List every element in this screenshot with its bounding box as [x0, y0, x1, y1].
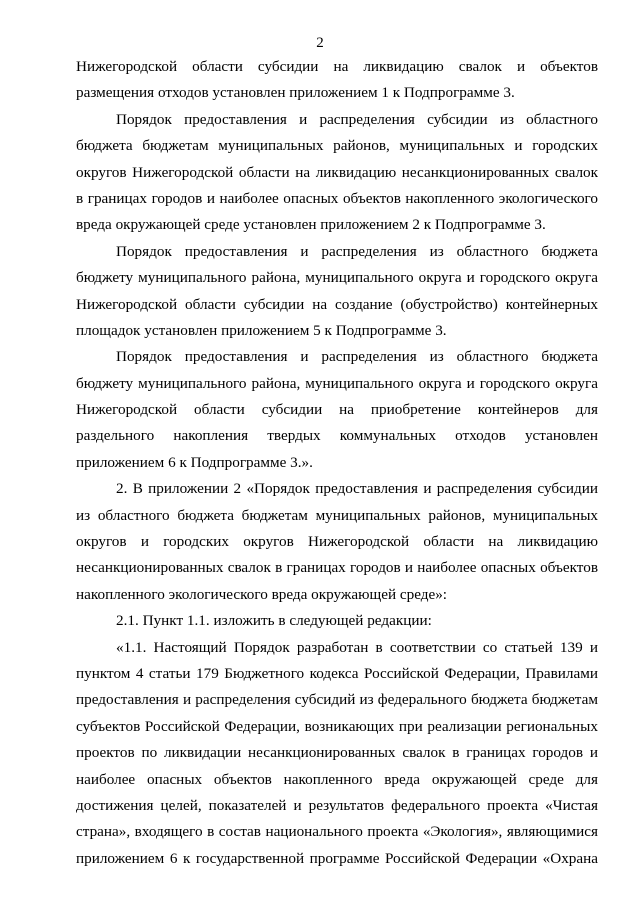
text-line: накопленного экологического вреда окружающей среде»:: [76, 585, 448, 603]
text-line: Нижегородской области субсидии на ликвидацию свалок и объектов: [76, 58, 598, 75]
paragraph: [76, 608, 598, 634]
text-line: 2. В приложении 2 «Порядок предоставления и распределения субсидии: [116, 480, 598, 498]
text-line: бюджету муниципального района, муниципального округа и городского округа: [76, 269, 598, 287]
text-line: достижения целей, показателей и результатов федерального проекта «Чистая: [76, 796, 598, 814]
text-line: раздельного накопления твердых коммунальных отходов установлен: [76, 427, 598, 445]
text-line: субъектов Российской Федерации, возникающих при реализации региональных: [76, 717, 598, 735]
text-line: Нижегородской области субсидии на приобретение контейнеров для: [76, 401, 598, 419]
page-number: 2: [316, 35, 324, 51]
paragraph: [76, 476, 598, 608]
text-line: Порядок предоставления и распределения из областного бюджета: [116, 348, 598, 366]
text-line: проектов по ликвидации несанкционированных свалок в границах городов и: [76, 744, 598, 762]
document-body: [76, 54, 598, 872]
paragraph: [76, 344, 598, 476]
text-line: «1.1. Настоящий Порядок разработан в соответствии со статьей 139 и: [116, 638, 598, 656]
text-line: Нижегородской области субсидии на создание (обустройство) контейнерных: [76, 295, 598, 313]
text-line: несанкционированных свалок в границах городов и наиболее опасных объектов: [76, 559, 598, 577]
text-line: наиболее опасных объектов накопленного вреда окружающей среде для: [76, 770, 598, 788]
text-line: 2.1. Пункт 1.1. изложить в следующей редакции:: [116, 612, 432, 630]
text-line: предоставления и распределения субсидий из федерального бюджета бюджетам: [76, 691, 598, 709]
paragraph: [76, 239, 598, 345]
paragraph: [76, 635, 598, 873]
text-line: Порядок предоставления и распределения из областного бюджета: [116, 242, 598, 260]
text-line: пунктом 4 статьи 179 Бюджетного кодекса Российской Федерации, Правилами: [76, 664, 598, 682]
text-line: округов и городских округов Нижегородской области на ликвидацию: [76, 533, 598, 551]
text-line: в границах городов и наиболее опасных объектов накопленного экологического: [76, 189, 598, 207]
text-line: округов Нижегородской области на ликвидацию несанкционированных свалок: [76, 163, 598, 181]
text-line: из областного бюджета бюджетам муниципальных районов, муниципальных: [76, 506, 598, 524]
text-line: размещения отходов установлен приложением 1 к Подпрограмме 3.: [76, 84, 515, 102]
text-line: бюджету муниципального района, муниципального округа и городского округа: [76, 374, 598, 392]
text-line: страна», входящего в состав национального проекта «Экология», являющимися: [76, 823, 598, 841]
text-line: Порядок предоставления и распределения субсидии из областного: [116, 110, 598, 128]
paragraph: [76, 54, 598, 107]
paragraph: [76, 107, 598, 239]
text-line: вреда окружающей среде установлен приложением 2 к Подпрограмме 3.: [76, 216, 546, 234]
text-line: площадок установлен приложением 5 к Подпрограмме 3.: [76, 321, 447, 339]
text-line: приложением 6 к государственной программе Российской Федерации «Охрана: [76, 849, 598, 867]
text-line: бюджета бюджетам муниципальных районов, муниципальных и городских: [76, 137, 598, 155]
text-line: приложением 6 к Подпрограмме 3.».: [76, 453, 313, 471]
